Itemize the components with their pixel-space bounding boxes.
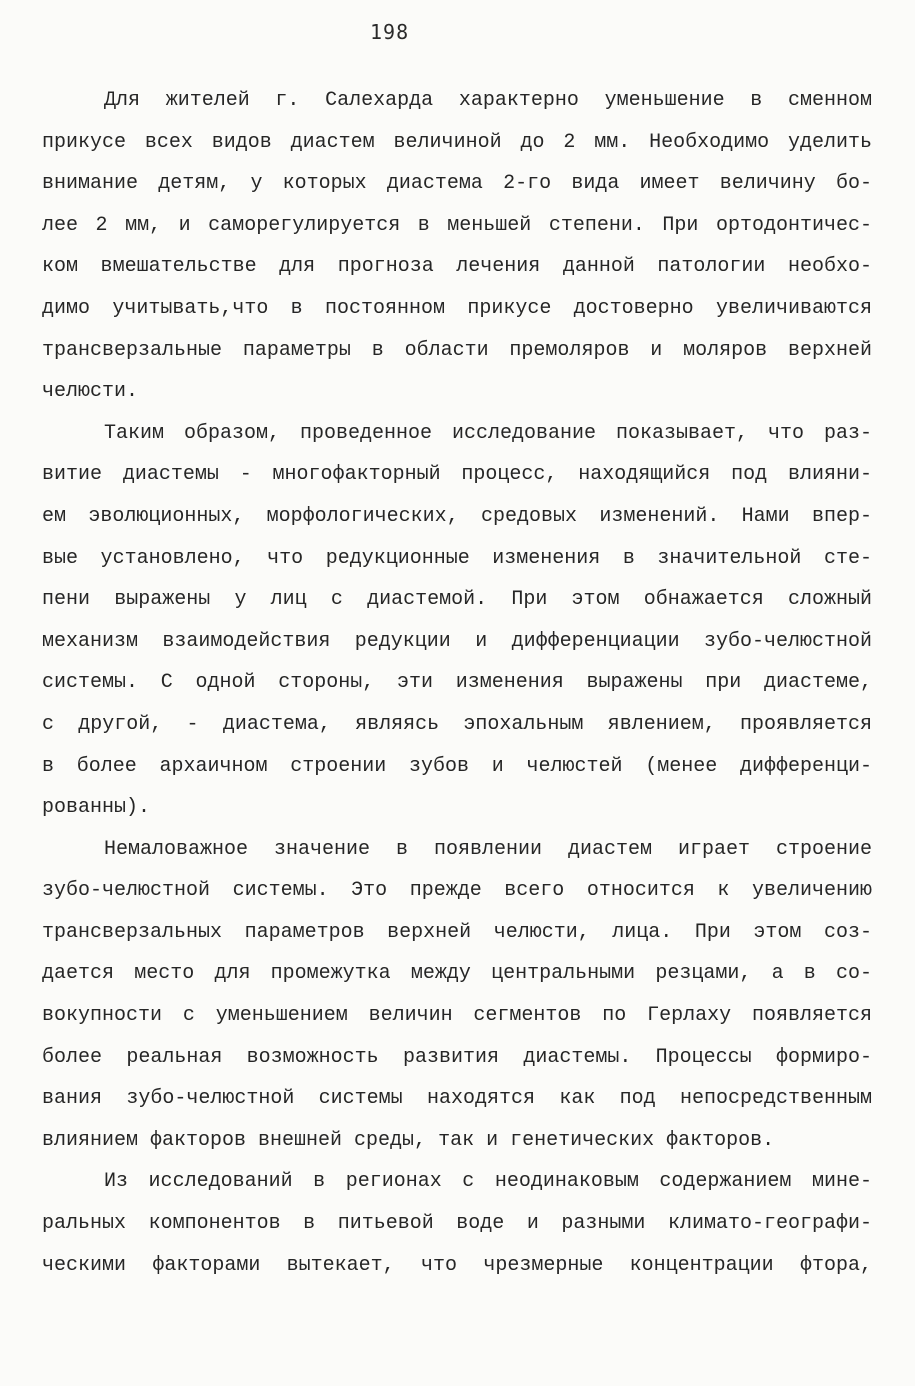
text-line: влиянием факторов внешней среды, так и генетических факторов. [42,1128,775,1152]
paragraph-4 [42,1161,872,1286]
text-line: вокупности с уменьшением величин сегментов по Герлаху появляется [42,1004,872,1028]
text-line: прикусе всех видов диастем величиной до 2 мм. Необходимо уделить [42,130,872,154]
paragraph-2 [42,413,872,829]
text-line: Немаловажное значение в появлении диастем играет строение [104,837,872,861]
text-line: вые установлено, что редукционные изменения в значительной сте- [42,546,872,570]
text-line: димо учитывать,что в постоянном прикусе достоверно увеличиваются [42,296,872,320]
text-line: пени выражены у лиц с диастемой. При этом обнажается сложный [42,588,872,612]
body-text [42,80,872,1286]
text-line: витие диастемы - многофакторный процесс, находящийся под влияни- [42,463,872,487]
text-line: системы. С одной стороны, эти изменения выражены при диастеме, [42,671,872,695]
text-line: челюсти. [42,380,139,404]
text-line: ческими факторами вытекает, что чрезмерные концентрации фтора, [42,1253,872,1277]
text-line: более реальная возможность развития диастемы. Процессы формиро- [42,1045,872,1069]
text-line: механизм взаимодействия редукции и дифференциации зубо-челюстной [42,629,872,653]
text-line: ком вмешательстве для прогноза лечения данной патологии необхо- [42,255,872,279]
text-line: трансверзальных параметров верхней челюсти, лица. При этом соз- [42,920,872,944]
text-line: ральных компонентов в питьевой воде и разными климато-географи- [42,1212,872,1236]
text-line: в более архаичном строении зубов и челюстей (менее дифференци- [42,754,872,778]
text-line: ем эволюционных, морфологических, средовых изменений. Нами впер- [42,504,872,528]
text-line: рованны). [42,796,151,820]
text-line: вания зубо-челюстной системы находятся как под непосредственным [42,1087,872,1111]
paragraph-3 [42,829,872,1162]
text-line: трансверзальные параметры в области премоляров и моляров верхней [42,338,872,362]
text-line: Из исследований в регионах с неодинаковым содержанием мине- [104,1170,872,1194]
text-line: внимание детям, у которых диастема 2-го вида имеет величину бо- [42,172,872,196]
text-line: Таким образом, проведенное исследование показывает, что раз- [104,421,872,445]
text-line: с другой, - диастема, являясь эпохальным явлением, проявляется [42,712,872,736]
text-line: лее 2 мм, и саморегулируется в меньшей степени. При ортодонтичес- [42,213,872,237]
page-number: 198 [370,20,410,44]
text-line: зубо-челюстной системы. Это прежде всего относится к увеличению [42,879,872,903]
text-line: Для жителей г. Салехарда характерно уменьшение в сменном [104,89,872,112]
paragraph-1 [42,80,872,413]
text-line: дается место для промежутка между центральными резцами, а в со- [42,962,872,986]
